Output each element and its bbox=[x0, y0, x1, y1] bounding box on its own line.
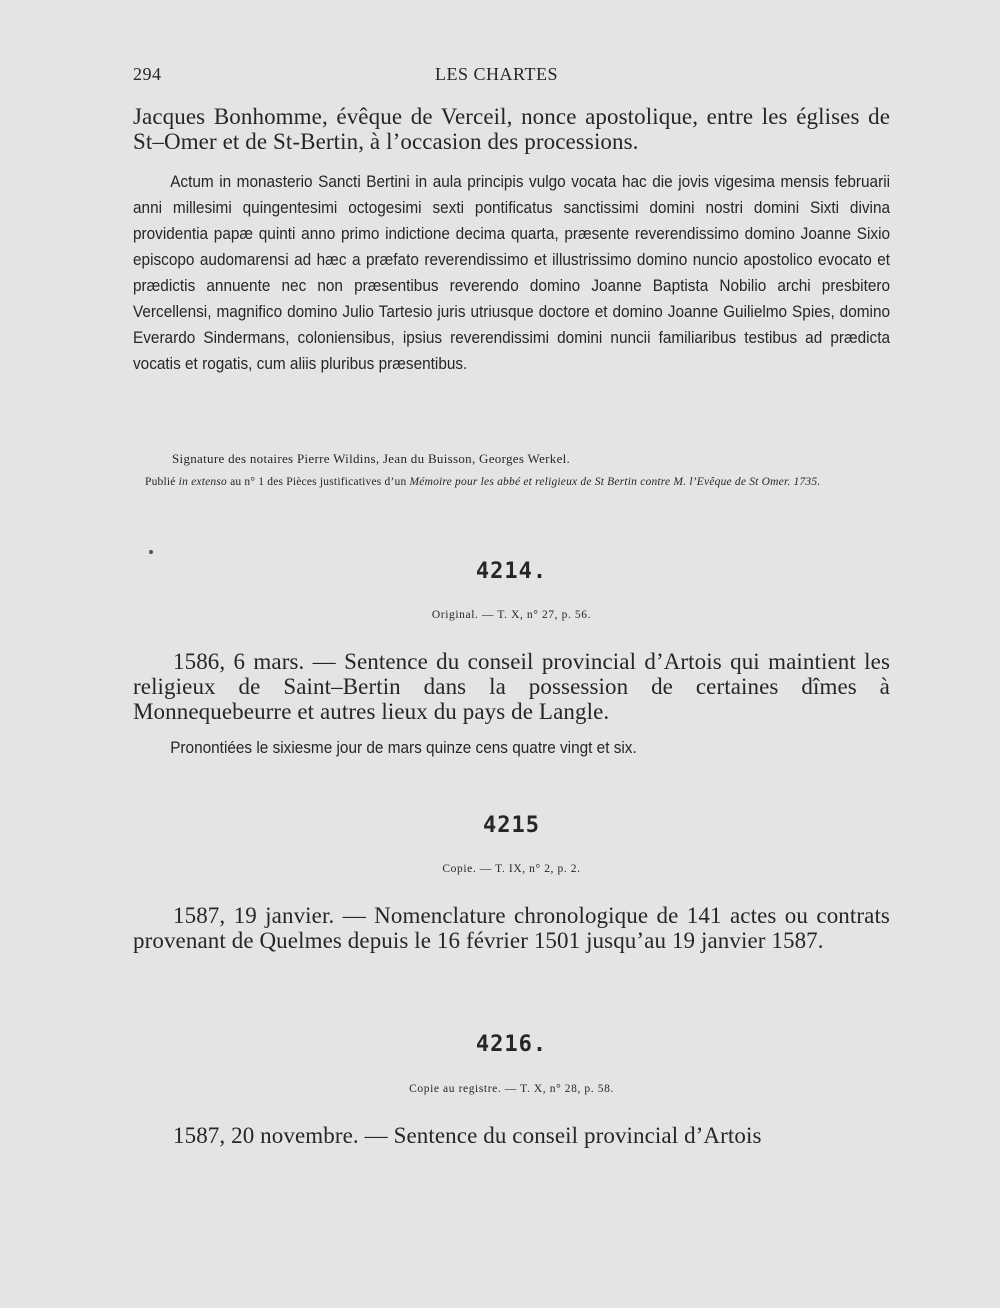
entry-number-4215: 4215 bbox=[483, 813, 540, 838]
page-number: 294 bbox=[133, 64, 162, 84]
entry-source-4215: Copie. — T. IX, n° 2, p. 2. bbox=[442, 863, 581, 875]
intro-publication-note bbox=[133, 476, 893, 489]
entry-number-4216: 4216. bbox=[475, 1032, 548, 1057]
entry-text-4214: Pronontiées le sixiesme jour de mars quinze cens quatre vingt et six. bbox=[170, 739, 637, 757]
publication-middle: au n° 1 des Pièces justificatives d’un bbox=[230, 476, 407, 488]
entry-summary-4214: 1586, 6 mars. — Sentence du conseil provincial d’Artois qui maintient les religieux de Saint–Bertin dans la possession de certaines dîmes à Monnequebeurre et autres lieux du pays de Langle. bbox=[133, 649, 890, 724]
entry-number-4214: 4214. bbox=[475, 559, 548, 584]
running-title: LES CHARTES bbox=[435, 64, 558, 84]
ink-speck bbox=[149, 550, 153, 554]
publication-title: Mémoire pour les abbé et religieux de St Bertin contre M. l’Evêque de St Omer. 1735. bbox=[409, 476, 821, 488]
publication-in-extenso: in extenso bbox=[178, 476, 227, 488]
intro-latin-text: Actum in monasterio Sancti Bertini in aula principis vulgo vocata hac die jovis vigesima mensis februarii anni millesimi quingentesimi octogesimi sexti pontificatus sanctissimi domini nostri domini Sixti divina providentia papæ quinti anno primo indictione decima quarta, præsente reverendissimo domino Joanne Sixio episcopo audomarensi ad hæc a præfato reverendissimo et illustrissimo domino nuncio apostolico evocato et prædictis annuente nec non præsentibus reverendo domino Joanne Baptista Nobilio archi presbitero Vercellensi, magnifico domino Julio Tartesio juris utriusque doctore et domino Joanne Guilielmo Spies, domino Everardo Sindermans, coloniensibus, ipsius reverendissimi domini nuncii familiaribus testibus ad prædicta vocatis et rogatis, cum aliis pluribus præsentibus. bbox=[133, 173, 891, 373]
intro-signature: Signature des notaires Pierre Wildins, Jean du Buisson, Georges Werkel. bbox=[172, 451, 571, 466]
intro-summary: Jacques Bonhomme, évêque de Verceil, nonce apostolique, entre les églises de St–Omer et de St-Bertin, à l’occasion des processions. bbox=[133, 104, 890, 154]
entry-summary-4215: 1587, 19 janvier. — Nomenclature chronologique de 141 actes ou contrats provenant de Quelmes depuis le 16 février 1501 jusqu’au 19 janvier 1587. bbox=[133, 903, 890, 953]
entry-source-4214: Original. — T. X, n° 27, p. 56. bbox=[431, 609, 592, 621]
entry-source-4216: Copie au registre. — T. X, n° 28, p. 58. bbox=[409, 1083, 614, 1095]
entry-summary-4216: 1587, 20 novembre. — Sentence du conseil provincial d’Artois bbox=[173, 1123, 762, 1148]
running-header bbox=[133, 64, 890, 90]
publication-prefix: Publié bbox=[145, 476, 176, 488]
